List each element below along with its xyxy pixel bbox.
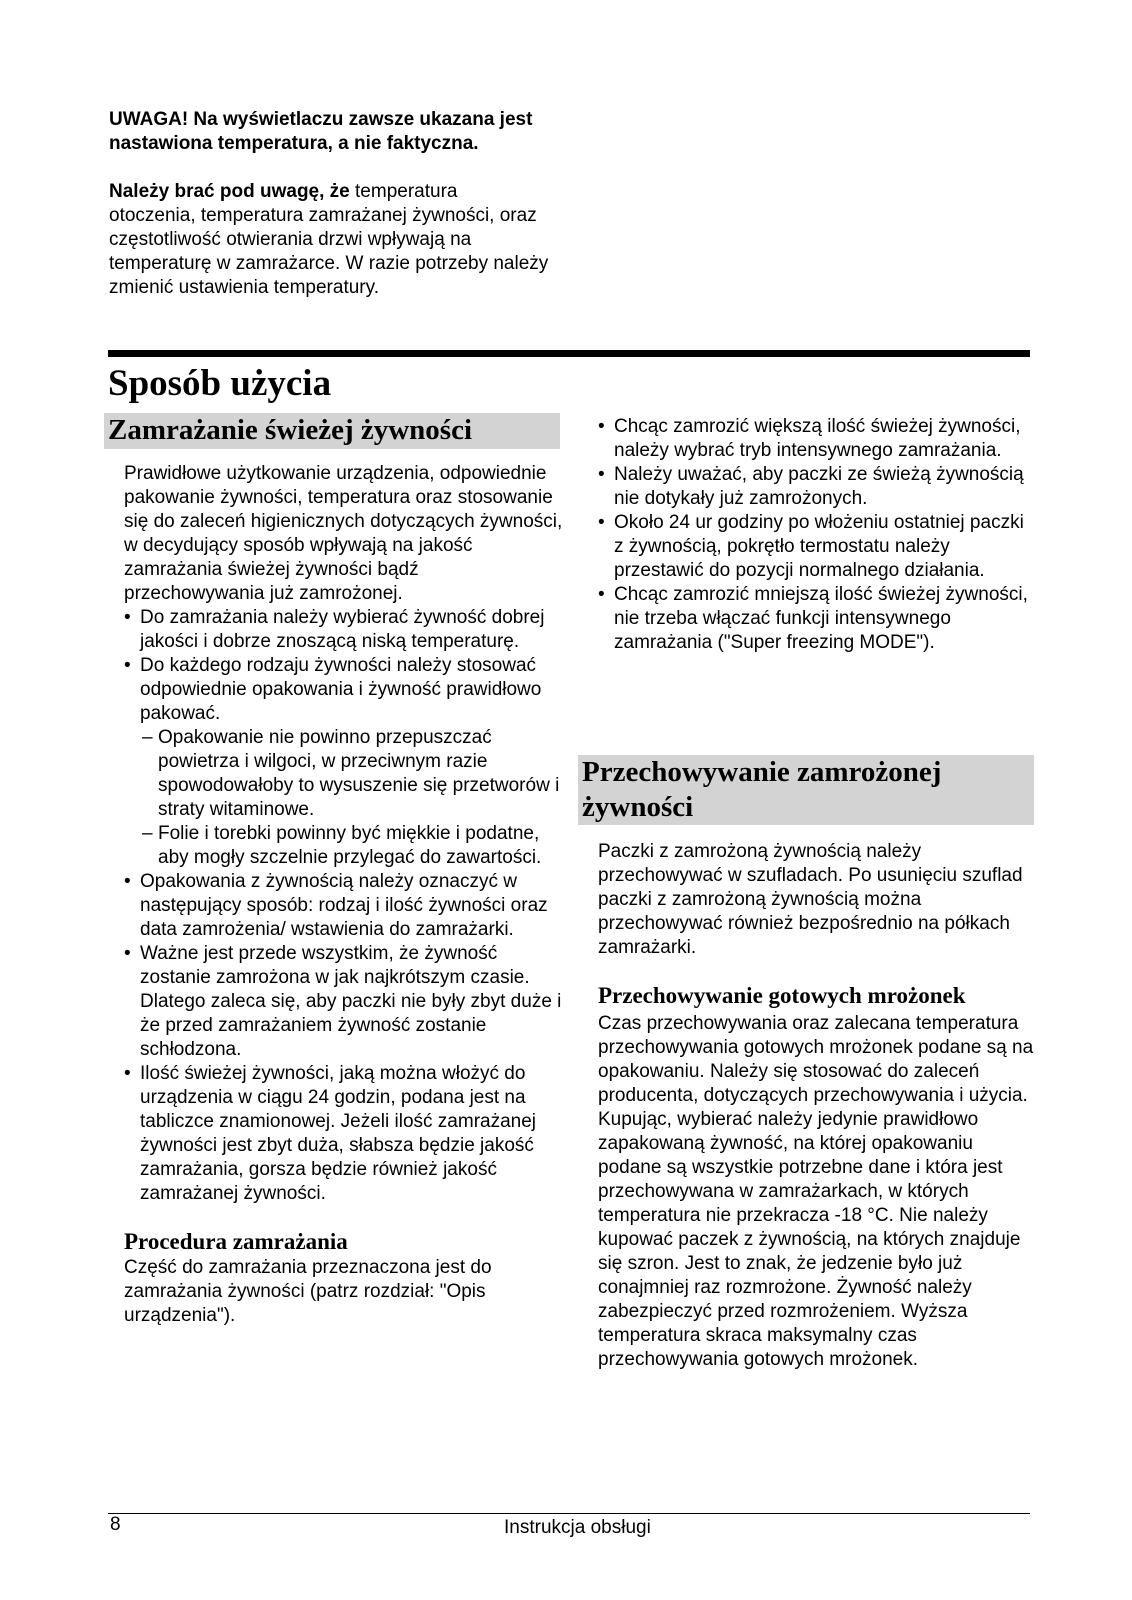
list-item: • Należy uważać, aby paczki ze świeżą żywnością nie dotykały już zamrożonych. [598, 464, 1024, 509]
list-item: – Folie i torebki powinny być miękkie i podatne, aby mogły szczelnie przylegać do zawartości. [142, 823, 542, 868]
dash-icon: – [142, 823, 153, 844]
bullet-icon: • [124, 871, 131, 892]
section-rule [108, 350, 1030, 357]
note-rest: temperatura otoczenia, temperatura zamrażanej żywności, oraz częstotliwość otwierania drzwi wpływają na temperaturę w zamrażarce. W razie potrzeby należy zmienić ustawienia temperatury. [109, 181, 549, 298]
page-title: Sposób użycia [108, 363, 332, 404]
fresh-intro: Prawidłowe użytkowanie urządzenia, odpowiednie pakowanie żywności, temperatura oraz stosowanie się do zaleceń higienicznych dotyczących żywności, w decydujący sposób wpływają na jakość zamrażania świeżej żywności bądź przechowywania już zamrożonej. [124, 463, 563, 604]
footer-rule [108, 1513, 1030, 1514]
heading-frozen-storage: Przechowywanie zamrożonej żywności [578, 755, 1034, 825]
list-item: • Chcąc zamrozić mniejszą ilość świeżej żywności, nie trzeba włączać funkcji intensywnego zamrażania ("Super freezing MODE"). [598, 584, 1028, 653]
heading-procedure: Procedura zamrażania [124, 1229, 348, 1254]
bullet-icon: • [598, 464, 605, 485]
list-item: • Chcąc zamrozić większą ilość świeżej żywności, należy wybrać tryb intensywnego zamrażania. [598, 416, 1021, 461]
right-column-bullets [598, 415, 1030, 655]
list-item: • Do każdego rodzaju żywności należy stosować odpowiednie opakowania i żywność prawidłowo pakować. [124, 655, 542, 724]
dash-icon: – [142, 727, 153, 748]
ready-meals-text: Czas przechowywania oraz zalecana temperatura przechowywania gotowych mrożonek podane są na opakowaniu. Należy się stosować do zaleceń producenta, dotyczących przechowywania i użycia. Kupując, wybierać należy jedynie prawidłowo zapakowaną żywność, na której opakowaniu podane są wszystkie potrzebne dane i która jest przechowywana w zamrażarkach, w których temperatura nie przekracza -18 °C. Nie należy kupować paczek z żywnością, na których znajduje się szron. Jest to znak, że jedzenie było już conajmniej raz rozmrożone. Żywność należy zabezpieczyć przed rozmrożeniem. Wyższa temperatura skraca maksymalny czas przechowywania gotowych mrożonek. [598, 1013, 1034, 1370]
heading-ready-meals: Przechowywanie gotowych mrożonek [598, 983, 966, 1008]
top-note [109, 108, 549, 300]
heading-fresh-food: Zamrażanie świeżej żywności [104, 413, 560, 449]
frozen-storage-text: Paczki z zamrożoną żywnością należy przechowywać w szufladach. Po usunięciu szuflad paczki z zamrożoną żywnością można przechowywać również bezpośrednio na półkach zamrażarki. [598, 841, 1023, 958]
note-bold: Należy brać pod uwagę, że [109, 181, 350, 202]
list-item: • Około 24 ur godziny po włożeniu ostatniej paczki z żywnością, pokrętło termostatu należy przestawić do pozycji normalnego działania. [598, 512, 1024, 581]
list-item: • Ważne jest przede wszystkim, że żywność zostanie zamrożona w jak najkrótszym czasie. Dlatego zaleca się, aby paczki nie były zbyt duże i że przed zamrażaniem żywność zostanie schłodzona. [124, 943, 562, 1060]
bullet-icon: • [124, 655, 131, 676]
bullet-icon: • [124, 607, 131, 628]
ready-meals-block [598, 982, 1038, 1372]
list-item: • Opakowania z żywnością należy oznaczyć w następujący sposób: rodzaj i ilość żywności oraz data zamrożenia/ wstawienia do zamrażarki. [124, 871, 548, 940]
page-number: 8 [110, 1514, 121, 1535]
left-column [124, 462, 564, 1328]
warning-text: UWAGA! Na wyświetlaczu zawsze ukazana jest nastawiona temperatura, a nie faktyczna. [109, 109, 533, 154]
procedure-text: Część do zamrażania przeznaczona jest do zamrażania żywności (patrz rozdział: "Opis urządzenia"). [124, 1257, 492, 1326]
packaging-dashes [124, 726, 564, 870]
bullet-icon: • [598, 416, 605, 437]
bullet-icon: • [124, 943, 131, 964]
note-paragraph [109, 180, 549, 300]
bullet-icon: • [124, 1063, 131, 1084]
footer-title: Instrukcja obsługi [504, 1517, 651, 1538]
list-item: • Ilość świeżej żywności, jaką można włożyć do urządzenia w ciągu 24 godzin, podana jest na tabliczce znamionowej. Jeżeli ilość zamrażanej żywności jest zbyt duża, słabsza będzie jakość zamrażania, gorsza będzie również jakość zamrażanej żywności. [124, 1063, 537, 1204]
bullet-icon: • [598, 512, 605, 533]
bullet-icon: • [598, 584, 605, 605]
frozen-storage-text-block [598, 840, 1030, 960]
fresh-bullets-continued [124, 870, 564, 1206]
list-item: – Opakowanie nie powinno przepuszczać powietrza i wilgoci, w przeciwnym razie spowodowałoby to wysuszenie się przetworów i straty witaminowe. [142, 727, 560, 820]
fresh-bullets [124, 606, 564, 726]
list-item: • Do zamrażania należy wybierać żywność dobrej jakości i dobrze znoszącą niską temperaturę. [124, 607, 545, 652]
